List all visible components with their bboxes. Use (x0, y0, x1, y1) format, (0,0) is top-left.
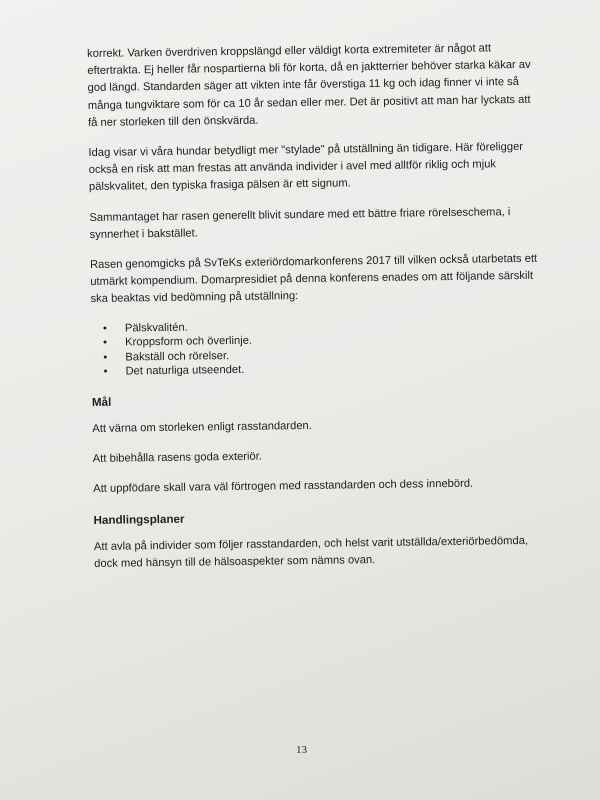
assessment-bullet-list (91, 315, 544, 380)
bullet-icon: • (103, 351, 108, 364)
bullet-icon: • (103, 366, 108, 379)
goal-paragraph: Att värna om storleken enligt rasstandarden. (92, 419, 312, 435)
goal-paragraph: Att uppfödare skall vara väl förtrogen med rasstandarden och dess innebörd. (93, 478, 474, 496)
bullet-icon: • (102, 322, 107, 335)
paragraph-conference: Rasen genomgicks på SvTeKs exteriördomarkonferens 2017 till vilken också utarbetats ett utmärkt kompendium. Domarpresidiet på denna konferens enades om att följande särskilt ska beaktas vid bedömning på utställning: (89, 252, 538, 306)
heading-mal: Mål (91, 395, 112, 409)
paragraph-styled-dogs: Idag visar vi våra hundar betydligt mer "stylade" på utställning än tidigare. Här föreligger också en risk att man frestas att använda individer i avel med alltför riklig och mjuk pälskvalitet, den typiska frasiga pälsen är ett signum. (88, 140, 524, 194)
list-item-text: Bakställ och rörelser. (125, 349, 230, 364)
paragraph-summary: Sammantaget har rasen generellt blivit sundare med ett bättre friare rörelseschema, i synnerhet i bakstället. (89, 205, 511, 241)
bullet-icon: • (103, 336, 108, 350)
heading-handlingsplaner: Handlingsplaner (93, 512, 185, 527)
page-body (87, 40, 546, 586)
page-number: 13 (296, 744, 307, 756)
list-item-text: Kroppsform och överlinje. (125, 334, 253, 349)
goal-paragraph: Att bibehålla rasens goda exteriör. (92, 450, 263, 466)
action-plan-paragraph: Att avla på individer som följer rasstandarden, och helst varit utställda/exteriörbedömda, dock med hänsyn till de hälsoaspekter som nämns ovan. (93, 534, 529, 570)
paragraph-size-standard: korrekt. Varken överdriven kroppslängd eller väldigt korta extremiteter är något att eftertrakta. Ej heller får nospartierna bli för korta, då en jaktterrier behöver starka käkar av god längd. Standarden säger att vikten inte får överstiga 11 kg och idag finner vi inte så många tungviktare som för ca 10 år sedan eller mer. Det är positivt att man har lyckats att få ner storleken till den önskvärda. (87, 42, 531, 129)
list-item-text: Det naturliga utseendet. (125, 364, 245, 378)
list-item-text: Pälskvalitén. (124, 321, 188, 335)
